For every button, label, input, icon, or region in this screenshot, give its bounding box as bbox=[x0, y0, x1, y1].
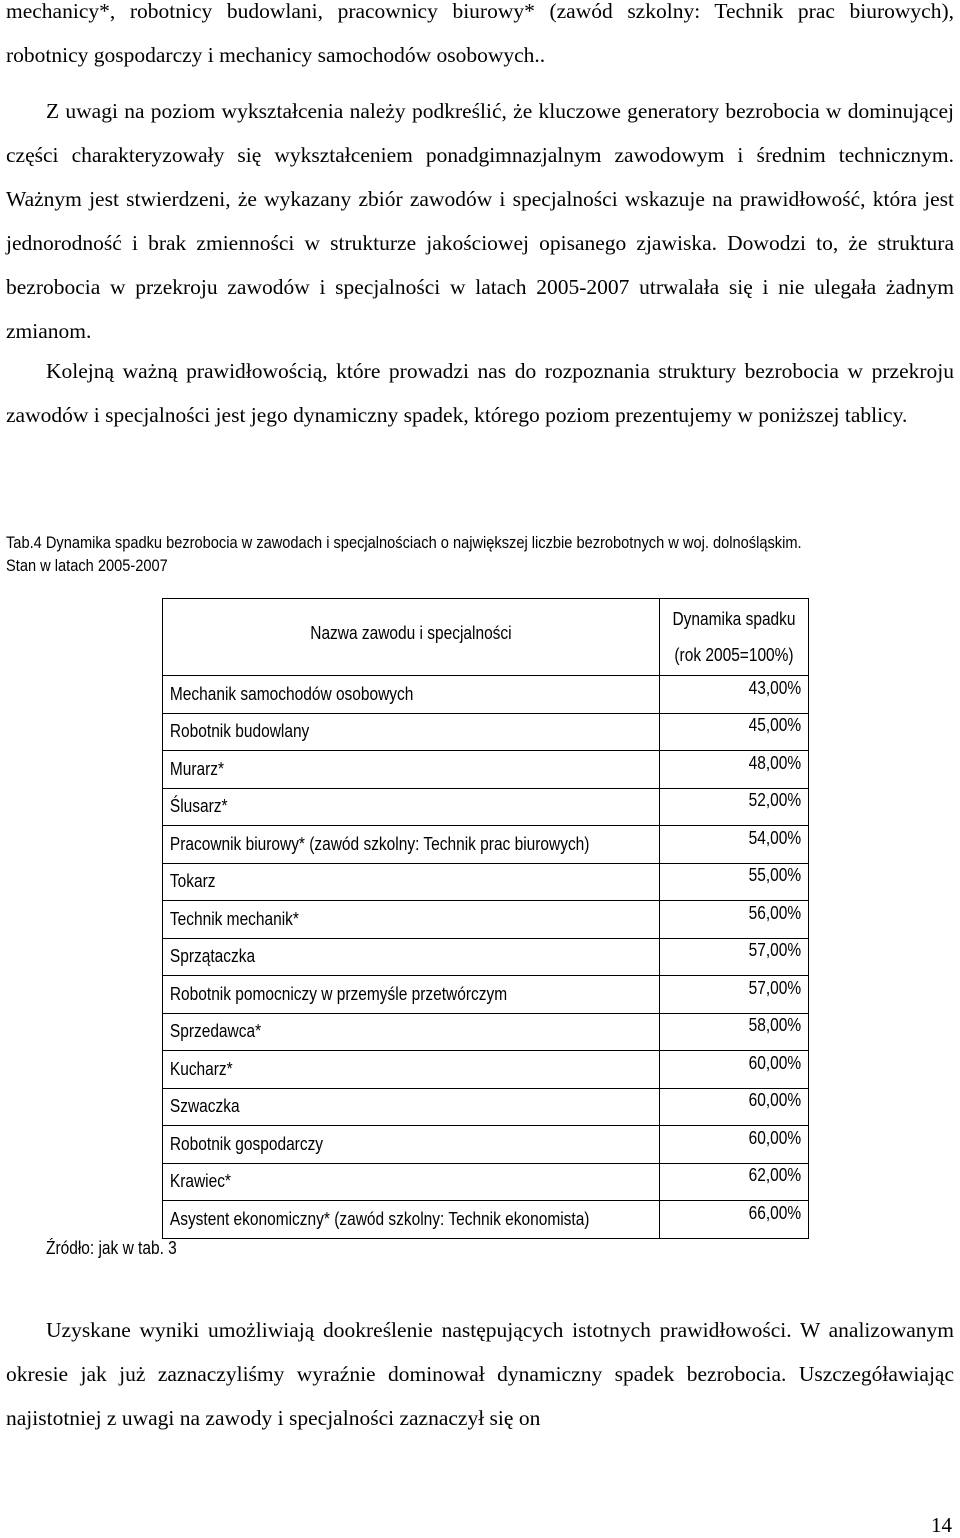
header-dynamics: Dynamika spadku (rok 2005=100%) bbox=[659, 599, 808, 676]
table-row bbox=[163, 938, 809, 976]
header-profession: Nazwa zawodu i specjalności bbox=[163, 599, 660, 676]
table-row bbox=[163, 1126, 809, 1164]
paragraph-dynamics: Kolejną ważną prawidłowością, które prowadzi nas do rozpoznania struktury bezrobocia w przekroju zawodów i specjalności jest jego dynamiczny spadek, którego poziom prezentujemy w poniższej tablicy. bbox=[6, 359, 954, 427]
profession-name-cell: Robotnik pomocniczy w przemyśle przetwórczym bbox=[163, 976, 660, 1014]
dynamics-value-cell: 43,00% bbox=[659, 676, 808, 714]
profession-name-cell: Pracownik biurowy* (zawód szkolny: Technik prac biurowych) bbox=[163, 826, 660, 864]
profession-name-cell: Sprzedawca* bbox=[163, 1013, 660, 1051]
table-row bbox=[163, 1013, 809, 1051]
table-row bbox=[163, 863, 809, 901]
paragraph-results: Uzyskane wyniki umożliwiają dookreślenie następujących istotnych prawidłowości. W analizowanym okresie jak już zaznaczyliśmy wyraźnie dominował dynamiczny spadek bezrobocia. Uszczegóławiając najistotniej z uwagi na zawody i specjalności zaznaczył się on bbox=[6, 1318, 954, 1430]
table-caption-line1: Tab.4 Dynamika spadku bezrobocia w zawodach i specjalnościach o największej liczbie bezrobotnych w woj. dolnośląskim. bbox=[6, 533, 802, 552]
profession-name-cell: Szwaczka bbox=[163, 1088, 660, 1126]
paragraph-education: Z uwagi na poziom wykształcenia należy podkreślić, że kluczowe generatory bezrobocia w dominującej części charakteryzowały się wykształceniem ponadgimnazjalnym zawodowym i średnim technicznym. Ważnym jest stwierdzeni, że wykazany zbiór zawodów i specjalności wskazuje na prawidłowość, która jest jednorodność i brak zmienności w strukturze jakościowej opisanego zjawiska. Dowodzi to, że struktura bezrobocia w przekroju zawodów i specjalności w latach 2005-2007 utrwalała się i nie ulegała żadnym zmianom. bbox=[6, 99, 954, 343]
profession-name-cell: Robotnik budowlany bbox=[163, 713, 660, 751]
profession-name-cell: Ślusarz* bbox=[163, 788, 660, 826]
dynamics-value-cell: 60,00% bbox=[659, 1126, 808, 1164]
table-row bbox=[163, 788, 809, 826]
profession-name-cell: Kucharz* bbox=[163, 1051, 660, 1089]
dynamics-value-cell: 48,00% bbox=[659, 751, 808, 789]
profession-name-cell: Robotnik gospodarczy bbox=[163, 1126, 660, 1164]
dynamics-value-cell: 60,00% bbox=[659, 1088, 808, 1126]
profession-name-cell: Technik mechanik* bbox=[163, 901, 660, 939]
table-row bbox=[163, 713, 809, 751]
dynamics-value-cell: 62,00% bbox=[659, 1163, 808, 1201]
table-source: Źródło: jak w tab. 3 bbox=[46, 1238, 177, 1258]
dynamics-value-cell: 60,00% bbox=[659, 1051, 808, 1089]
dynamics-value-cell: 45,00% bbox=[659, 713, 808, 751]
table-row bbox=[163, 901, 809, 939]
dynamics-value-cell: 54,00% bbox=[659, 826, 808, 864]
table-row bbox=[163, 751, 809, 789]
table-caption-line2: Stan w latach 2005-2007 bbox=[6, 556, 168, 575]
table-row bbox=[163, 676, 809, 714]
profession-name-cell: Tokarz bbox=[163, 863, 660, 901]
unemployment-dynamics-table bbox=[162, 598, 809, 1239]
dynamics-value-cell: 57,00% bbox=[659, 976, 808, 1014]
dynamics-value-cell: 52,00% bbox=[659, 788, 808, 826]
profession-name-cell: Asystent ekonomiczny* (zawód szkolny: Technik ekonomista) bbox=[163, 1201, 660, 1239]
dynamics-value-cell: 66,00% bbox=[659, 1201, 808, 1239]
page-number: 14 bbox=[931, 1513, 952, 1537]
table-caption bbox=[6, 533, 802, 576]
table-row bbox=[163, 1088, 809, 1126]
profession-name-cell: Krawiec* bbox=[163, 1163, 660, 1201]
dynamics-value-cell: 57,00% bbox=[659, 938, 808, 976]
table-row bbox=[163, 976, 809, 1014]
profession-name-cell: Sprzątaczka bbox=[163, 938, 660, 976]
profession-name-cell: Murarz* bbox=[163, 751, 660, 789]
table-row bbox=[163, 1051, 809, 1089]
profession-name-cell: Mechanik samochodów osobowych bbox=[163, 676, 660, 714]
table-row bbox=[163, 826, 809, 864]
dynamics-value-cell: 58,00% bbox=[659, 1013, 808, 1051]
paragraph-intro: mechanicy*, robotnicy budowlani, pracownicy biurowy* (zawód szkolny: Technik prac biurowych), robotnicy gospodarczy i mechanicy samochodów osobowych.. bbox=[6, 0, 954, 67]
table-header-row bbox=[163, 599, 809, 676]
dynamics-value-cell: 55,00% bbox=[659, 863, 808, 901]
table-row bbox=[163, 1201, 809, 1239]
table-row bbox=[163, 1163, 809, 1201]
dynamics-value-cell: 56,00% bbox=[659, 901, 808, 939]
